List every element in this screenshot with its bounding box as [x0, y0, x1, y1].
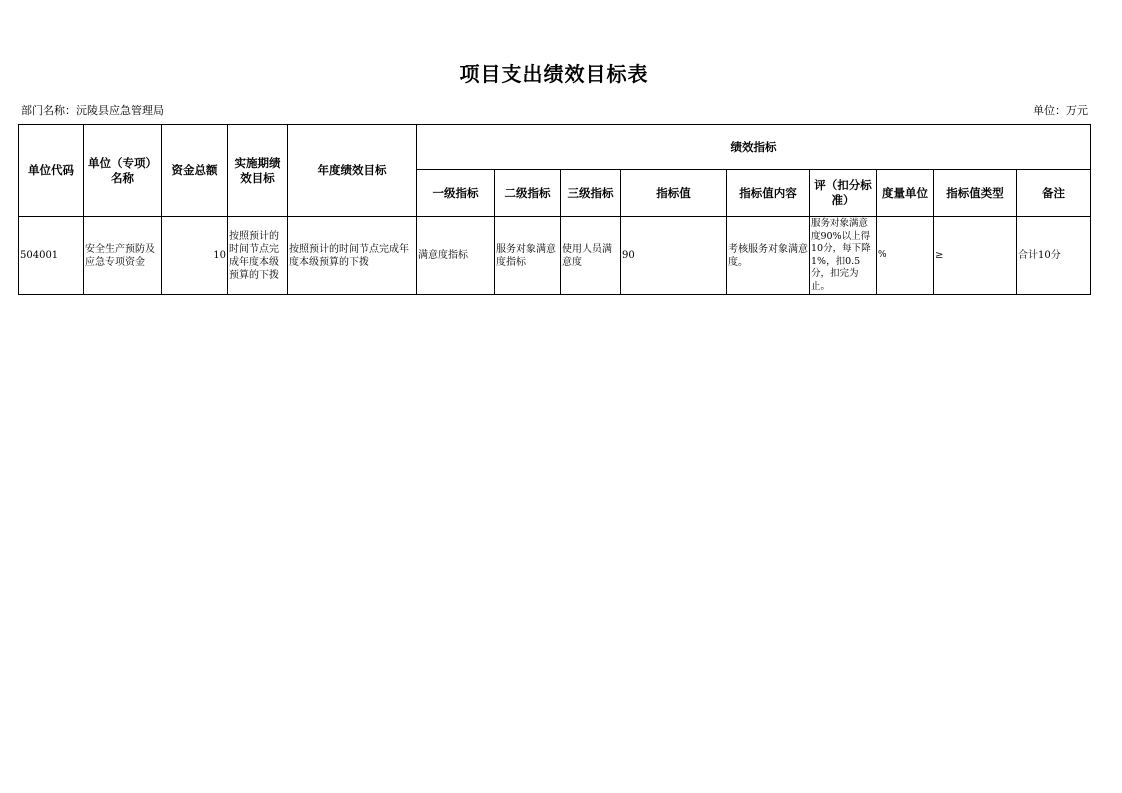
header-unit-code: 单位代码: [19, 125, 84, 217]
header-unit-name: 单位（专项）名称: [84, 125, 162, 217]
cell-unit-name: 安全生产预防及应急专项资金: [84, 217, 162, 295]
cell-value-type: ≥: [934, 217, 1017, 295]
cell-level3: 使用人员满意度: [561, 217, 621, 295]
header-indicators: 绩效指标: [417, 125, 1091, 170]
header-scoring: 评（扣分标准）: [810, 170, 877, 217]
header-indicator-value: 指标值: [621, 170, 727, 217]
table-row: [19, 217, 1091, 295]
currency-unit: 单位：万元: [1033, 104, 1088, 117]
cell-period-goal: 按照预计的时间节点完成年度本级预算的下拨: [228, 217, 288, 295]
header-annual-goal: 年度绩效目标: [288, 125, 417, 217]
performance-target-table: [18, 124, 1091, 295]
header-measure-unit: 度量单位: [877, 170, 934, 217]
header-value-type: 指标值类型: [934, 170, 1017, 217]
header-indicator-content: 指标值内容: [727, 170, 810, 217]
cell-total-funds: 10: [162, 217, 228, 295]
header-period-goal: 实施期绩效目标: [228, 125, 288, 217]
header-level2: 二级指标: [495, 170, 561, 217]
cell-annual-goal: 按照预计的时间节点完成年度本级预算的下拨: [288, 217, 417, 295]
header-row-top: [19, 125, 1091, 170]
cell-indicator-content: 考核服务对象满意度。: [727, 217, 810, 295]
cell-indicator-value: 90: [621, 217, 727, 295]
header-remarks: 备注: [1017, 170, 1091, 217]
cell-unit-code: 504001: [19, 217, 84, 295]
department-name: 部门名称：沅陵县应急管理局: [21, 104, 164, 117]
cell-scoring: 服务对象满意度90%以上得10分，每下降1%，扣0.5分，扣完为止。: [810, 217, 877, 295]
cell-level1: 满意度指标: [417, 217, 495, 295]
cell-measure-unit: %: [877, 217, 934, 295]
cell-remarks: 合计10分: [1017, 217, 1091, 295]
header-level3: 三级指标: [561, 170, 621, 217]
header-total-funds: 资金总额: [162, 125, 228, 217]
header-level1: 一级指标: [417, 170, 495, 217]
page-title: 项目支出绩效目标表: [459, 62, 649, 86]
cell-level2: 服务对象满意度指标: [495, 217, 561, 295]
